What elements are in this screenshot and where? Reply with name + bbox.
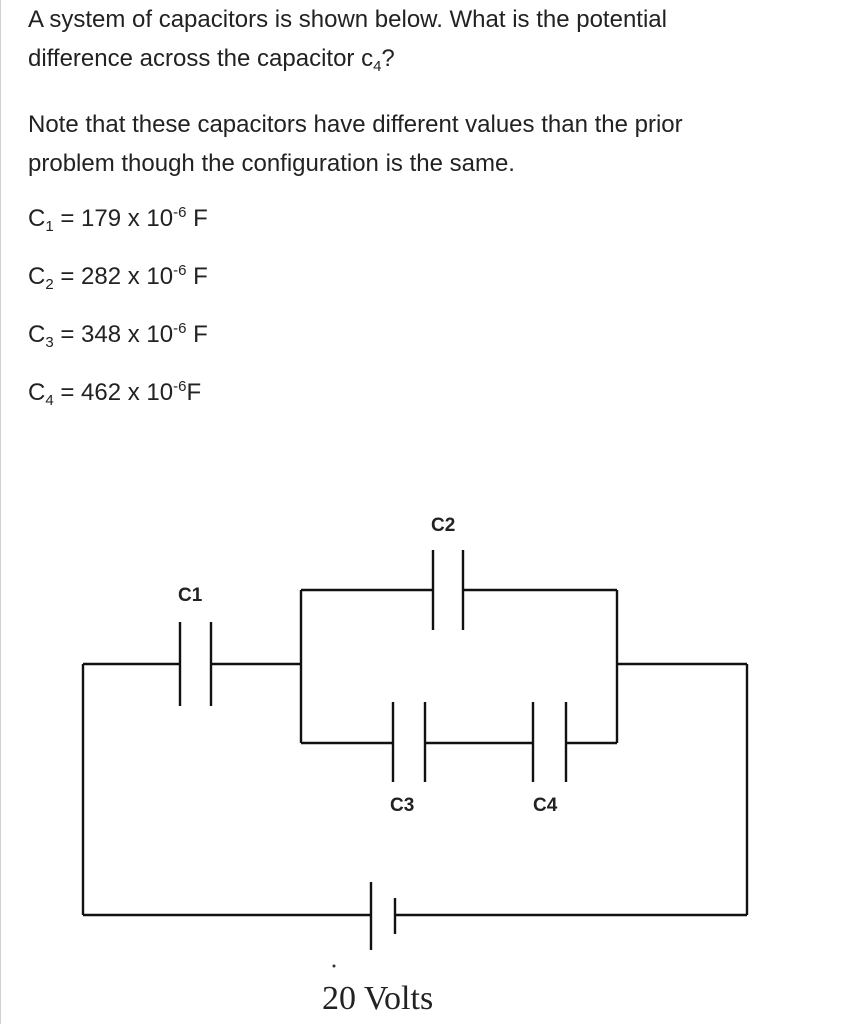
cap-subscript: 1	[45, 218, 54, 235]
question-line-2-subscript: 4	[373, 58, 382, 75]
cap-exponent: -6	[173, 204, 187, 221]
capacitor-c4-symbol	[533, 702, 566, 782]
cap-unit: F	[186, 205, 208, 232]
question-line-2-prefix: difference across the capacitor c	[28, 45, 374, 72]
circuit-wires	[83, 590, 747, 915]
cap-value: = 348 x 10	[53, 321, 174, 348]
cap-symbol: C	[28, 263, 46, 290]
cap-exponent: -6	[173, 320, 187, 337]
cap-value: = 462 x 10	[53, 379, 174, 406]
stray-dot	[333, 965, 336, 968]
cap-symbol: C	[28, 205, 46, 232]
cap-subscript: 2	[45, 276, 54, 293]
label-c1: C1	[178, 585, 203, 606]
capacitor-c2-symbol	[433, 550, 463, 630]
cap-unit: F	[186, 379, 202, 406]
cap-unit: F	[186, 263, 208, 290]
cap-exponent: -6	[173, 262, 187, 279]
capacitor-c3-symbol	[393, 702, 425, 782]
label-c3: C3	[390, 795, 415, 816]
cap-subscript: 3	[45, 334, 54, 351]
note-line-1: Note that these capacitors have different values than the prior	[28, 111, 683, 138]
cap-unit: F	[186, 321, 208, 348]
cap-exponent: -6	[173, 378, 187, 395]
cap-value: = 282 x 10	[53, 263, 174, 290]
battery-voltage-label: 20 Volts	[322, 980, 434, 1017]
question-line-2-suffix: ?	[381, 45, 395, 72]
note-line-2: problem though the configuration is the same.	[28, 150, 515, 177]
cap-symbol: C	[28, 379, 46, 406]
battery-symbol	[371, 882, 395, 950]
label-c4: C4	[533, 795, 558, 816]
cap-symbol: C	[28, 321, 46, 348]
cap-subscript: 4	[45, 392, 54, 409]
capacitor-c1-symbol	[180, 622, 211, 706]
label-c2: C2	[431, 515, 456, 536]
question-line-1: A system of capacitors is shown below. What is the potential	[28, 6, 667, 33]
cap-value: = 179 x 10	[53, 205, 174, 232]
